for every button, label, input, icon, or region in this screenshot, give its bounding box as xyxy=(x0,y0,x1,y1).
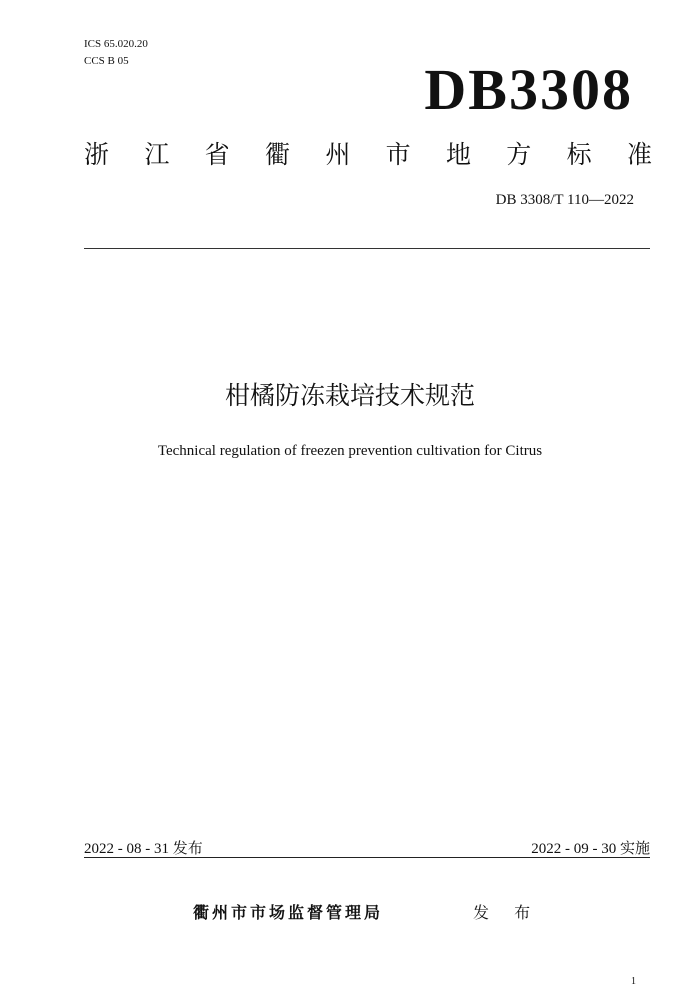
ics-code: ICS 65.020.20 xyxy=(84,38,148,50)
implement-label: 实施 xyxy=(619,839,650,857)
publish-date: 2022 - 08 - 31 xyxy=(84,841,169,857)
standard-type-char: 衢 xyxy=(264,140,290,169)
standard-type-char: 州 xyxy=(325,140,351,169)
ccs-code: CCS B 05 xyxy=(84,55,129,67)
issuing-authority: 衢州市市场监督管理局 xyxy=(193,903,384,922)
standard-number: DB 3308/T 110—2022 xyxy=(495,192,634,208)
standard-type-char: 地 xyxy=(445,140,471,169)
document-title-chinese: 柑橘防冻栽培技术规范 xyxy=(224,381,475,410)
publish-label: 发布 xyxy=(172,839,203,857)
page-number: 1 xyxy=(631,976,636,987)
standard-type-char: 方 xyxy=(506,140,532,169)
issue-label: 发 布 xyxy=(473,903,541,922)
standard-type-char: 浙 xyxy=(84,140,110,169)
standard-type-char: 标 xyxy=(566,140,592,169)
footer-divider xyxy=(84,857,650,858)
header-divider xyxy=(84,248,650,249)
publish-date-line xyxy=(84,838,203,859)
standard-type-char: 市 xyxy=(385,140,411,169)
standard-type-char: 省 xyxy=(204,140,230,169)
implement-date-line xyxy=(531,838,650,859)
document-title-english: Technical regulation of freezen prevention cultivation for Citrus xyxy=(157,443,543,459)
standard-type-char: 准 xyxy=(626,140,652,169)
standard-type-char: 江 xyxy=(144,140,170,169)
standard-type-heading xyxy=(84,137,652,173)
implement-date: 2022 - 09 - 30 xyxy=(531,841,617,857)
standard-logo: DB3308 xyxy=(424,57,633,122)
